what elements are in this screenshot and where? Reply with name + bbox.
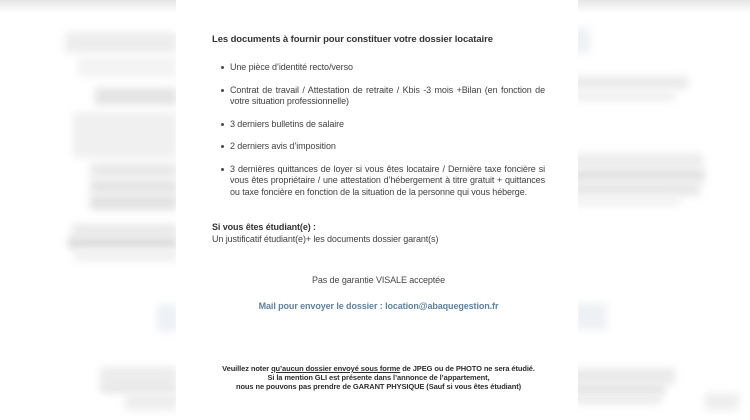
blurred-text-block bbox=[570, 196, 680, 206]
footer-note-text: de JPEG ou de PHOTO ne sera étudié. bbox=[400, 364, 535, 373]
mail-link[interactable]: Mail pour envoyer le dossier : location@abaquegestion.fr bbox=[258, 300, 499, 311]
blurred-text-block bbox=[78, 57, 177, 77]
list-item bbox=[212, 141, 545, 153]
blurred-text-block bbox=[72, 224, 177, 236]
document-title: Les documents à fournir pour constituer votre dossier locataire bbox=[212, 34, 493, 45]
visale-note: Pas de garantie VISALE acceptée bbox=[312, 275, 445, 285]
blurred-text-block bbox=[90, 195, 177, 210]
student-heading: Si vous êtes étudiant(e) : bbox=[212, 222, 316, 232]
blurred-text-block bbox=[73, 112, 177, 158]
footer-note-underlined-text: qu’aucun dossier envoyé sous forme bbox=[271, 364, 401, 373]
document-paper bbox=[176, 0, 578, 420]
blurred-text-block bbox=[572, 394, 662, 404]
blurred-text-block bbox=[570, 182, 700, 196]
blurred-text-block bbox=[570, 153, 703, 167]
footer-note-line2: Si la mention GLI est présente dans l’annonce de l’appartement, bbox=[267, 373, 490, 382]
footer-note bbox=[212, 364, 545, 391]
footer-note-line3: nous ne pouvons pas prendre de GARANT PHYSIQUE (Sauf si vous êtes étudiant) bbox=[235, 382, 522, 391]
student-section bbox=[212, 221, 545, 245]
blurred-text-block bbox=[100, 367, 177, 388]
blurred-text-block bbox=[125, 393, 177, 410]
blurred-text-block bbox=[68, 237, 177, 249]
blurred-text-block bbox=[75, 250, 177, 261]
blurred-text-block bbox=[90, 179, 177, 194]
footer-note-line1 bbox=[212, 364, 545, 373]
list-item bbox=[212, 62, 545, 74]
list-item-text: Contrat de travail / Attestation de retraite / Kbis -3 mois +Bilan (en fonction de votre situation professionnelle) bbox=[230, 84, 545, 106]
blurred-text-block bbox=[705, 393, 739, 410]
blurred-text-block bbox=[570, 385, 665, 394]
student-text: Un justificatif étudiant(e)+ les documents dossier garant(s) bbox=[212, 234, 439, 244]
list-item-text: 3 dernières quittances de loyer si vous êtes locataire / Dernière taxe foncière si vous êtes propriétaire / une attestation d’hébergement à titre gratuit + quittances ou taxe foncière en fonction de la situation de la personne qui vous héberge. bbox=[230, 163, 545, 197]
list-item-text: 2 derniers avis d’imposition bbox=[230, 141, 336, 151]
blurred-text-block bbox=[157, 304, 178, 332]
blurred-text-block bbox=[90, 163, 177, 177]
blurred-text-block bbox=[95, 88, 177, 105]
blurred-text-block bbox=[570, 368, 675, 384]
blurred-text-block bbox=[100, 387, 177, 392]
blurred-text-block bbox=[570, 76, 688, 89]
list-item bbox=[212, 85, 545, 108]
footer-note-text: Veuillez noter bbox=[222, 364, 272, 373]
list-item-text: Une pièce d’identité recto/verso bbox=[230, 62, 353, 72]
blurred-text-block bbox=[570, 90, 675, 101]
blurred-text-block bbox=[65, 32, 177, 53]
list-item bbox=[212, 164, 545, 199]
required-documents-list bbox=[212, 62, 545, 198]
list-item-text: 3 derniers bulletins de salaire bbox=[230, 118, 344, 129]
list-item bbox=[212, 119, 545, 131]
blurred-text-block bbox=[570, 168, 705, 182]
blurred-text-block bbox=[575, 303, 607, 330]
